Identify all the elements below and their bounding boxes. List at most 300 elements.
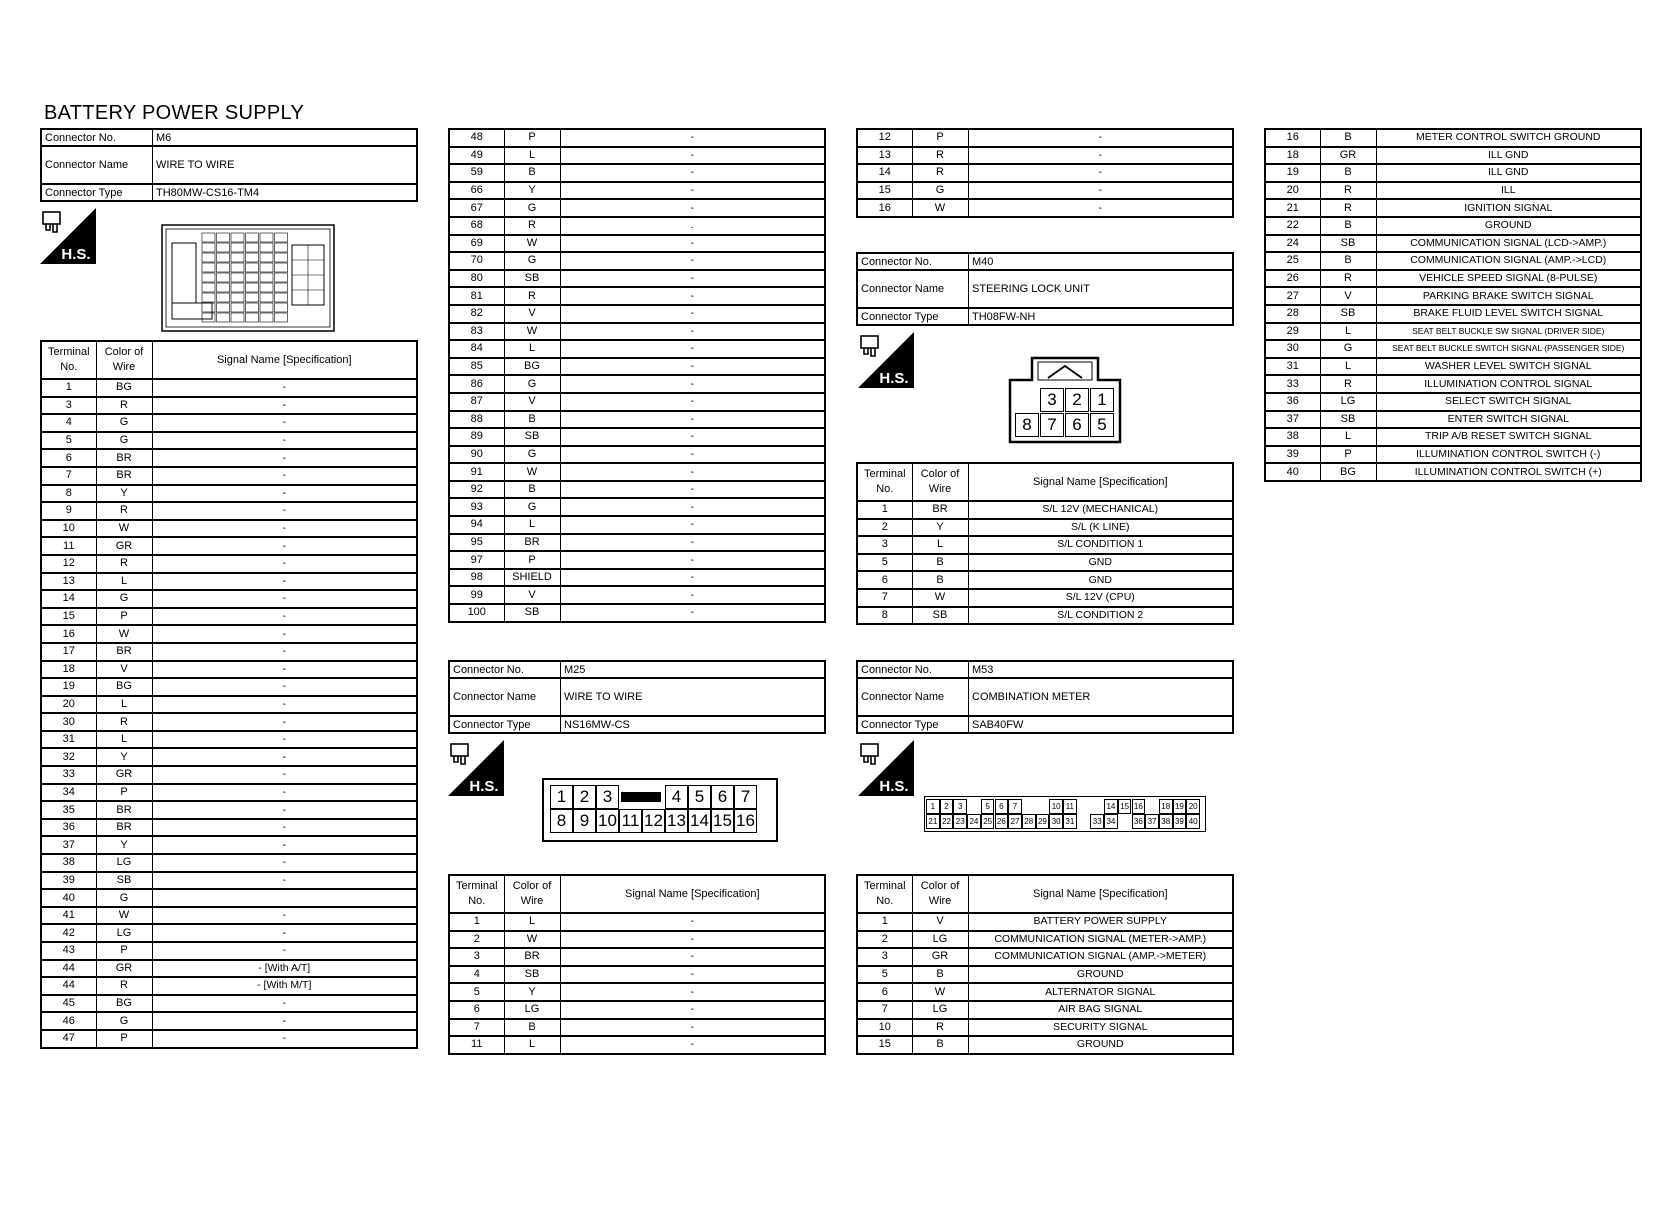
pin-cell: 1 xyxy=(1090,388,1114,412)
table-row xyxy=(449,340,825,358)
pin-cell: 33 xyxy=(1090,814,1104,829)
color-cell: G xyxy=(504,446,560,464)
signal-cell: - xyxy=(152,801,417,819)
signal-cell: AIR BAG SIGNAL xyxy=(968,1001,1233,1019)
table-row xyxy=(41,590,417,608)
signal-cell: - xyxy=(152,625,417,643)
color-cell: B xyxy=(504,481,560,499)
pin-cell xyxy=(217,263,230,272)
signal-cell: - xyxy=(152,643,417,661)
pin-cell: 20 xyxy=(1186,799,1200,814)
pin-cell: 16 xyxy=(734,809,757,833)
signal-cell: GROUND xyxy=(1376,217,1641,235)
color-cell: R xyxy=(96,397,152,415)
table-row xyxy=(449,1036,825,1054)
signal-cell: ALTERNATOR SIGNAL xyxy=(968,983,1233,1001)
pin-cell: 3 xyxy=(596,785,619,809)
pin-cell xyxy=(202,243,215,252)
terminal-cell: 17 xyxy=(41,643,96,661)
color-cell: SB xyxy=(1320,411,1376,429)
connector-no-value: M53 xyxy=(969,661,1234,678)
signal-cell: - xyxy=(560,199,825,217)
color-cell: B xyxy=(504,411,560,429)
terminal-cell: 9 xyxy=(41,502,96,520)
harness-side-icon xyxy=(40,208,96,264)
m40-info xyxy=(856,252,1234,326)
color-cell: LG xyxy=(96,924,152,942)
pin-cell xyxy=(217,253,230,262)
color-cell: L xyxy=(912,536,968,554)
pin-cell: 3 xyxy=(953,799,967,814)
pin-cell xyxy=(275,293,288,302)
terminal-cell: 95 xyxy=(449,534,504,552)
terminal-cell: 39 xyxy=(1265,446,1320,464)
color-cell: LG xyxy=(96,854,152,872)
color-cell: BG xyxy=(96,995,152,1013)
terminal-cell: 30 xyxy=(41,713,96,731)
table-row xyxy=(1265,182,1641,200)
color-header: Color of Wire xyxy=(96,341,152,379)
pin-cell xyxy=(275,263,288,272)
signal-cell: S/L (K LINE) xyxy=(968,519,1233,537)
signal-cell: - xyxy=(560,393,825,411)
table-row xyxy=(41,625,417,643)
terminal-cell: 31 xyxy=(41,731,96,749)
color-cell: B xyxy=(1320,129,1376,147)
pin-cell xyxy=(260,313,273,322)
table-row xyxy=(449,446,825,464)
table-row xyxy=(857,129,1233,147)
table-row xyxy=(449,323,825,341)
terminal-cell: 16 xyxy=(41,625,96,643)
terminal-cell: 38 xyxy=(1265,428,1320,446)
table-row xyxy=(857,948,1233,966)
connector-name-label: Connector Name xyxy=(41,146,153,184)
m25-terminal-table-continued xyxy=(856,128,1234,218)
terminal-header: Terminal No. xyxy=(449,875,504,913)
color-cell: W xyxy=(912,589,968,607)
color-cell: BR xyxy=(96,643,152,661)
table-row xyxy=(41,854,417,872)
m53-connector-face xyxy=(924,796,1206,832)
color-cell: G xyxy=(96,432,152,450)
terminal-cell: 15 xyxy=(857,1036,912,1054)
signal-cell: - xyxy=(152,784,417,802)
table-row xyxy=(41,555,417,573)
color-cell: V xyxy=(504,305,560,323)
pin-cell xyxy=(246,303,259,312)
terminal-cell: 70 xyxy=(449,252,504,270)
pin-cell: 12 xyxy=(642,809,665,833)
pin-cell: 6 xyxy=(711,785,734,809)
pin-cell xyxy=(217,273,230,282)
signal-cell: - xyxy=(152,414,417,432)
table-row xyxy=(449,129,825,147)
terminal-cell: 7 xyxy=(41,467,96,485)
pin-cell xyxy=(275,253,288,262)
pin-cell xyxy=(1036,799,1050,814)
terminal-cell: 100 xyxy=(449,604,504,622)
pin-cell xyxy=(1145,799,1159,814)
color-cell: SB xyxy=(912,607,968,625)
table-row xyxy=(449,305,825,323)
color-cell: V xyxy=(504,393,560,411)
pin-cell xyxy=(202,253,215,262)
table-row xyxy=(857,501,1233,519)
pin-cell: 3 xyxy=(1040,388,1064,412)
table-row xyxy=(41,942,417,960)
signal-cell: COMMUNICATION SIGNAL (LCD->AMP.) xyxy=(1376,235,1641,253)
table-row xyxy=(41,977,417,995)
connector-no-value: M25 xyxy=(561,661,826,678)
pin-cell: 15 xyxy=(1118,799,1132,814)
color-cell: L xyxy=(504,147,560,165)
table-row xyxy=(1265,147,1641,165)
color-cell: L xyxy=(1320,323,1376,341)
signal-cell: - xyxy=(560,287,825,305)
terminal-cell: 8 xyxy=(857,607,912,625)
terminal-cell: 33 xyxy=(41,766,96,784)
terminal-cell: 12 xyxy=(857,129,912,147)
terminal-cell: 3 xyxy=(449,948,504,966)
color-cell: L xyxy=(504,1036,560,1054)
pin-cell xyxy=(1077,799,1091,814)
color-cell: G xyxy=(96,889,152,907)
table-row xyxy=(857,1001,1233,1019)
pin-cell xyxy=(231,293,244,302)
signal-cell: S/L 12V (MECHANICAL) xyxy=(968,501,1233,519)
terminal-cell: 13 xyxy=(857,147,912,165)
signal-cell: - xyxy=(152,907,417,925)
terminal-cell: 3 xyxy=(857,536,912,554)
table-row xyxy=(41,449,417,467)
terminal-cell: 1 xyxy=(857,913,912,931)
pin-cell xyxy=(231,313,244,322)
pin-cell: 21 xyxy=(926,814,940,829)
pin-cell xyxy=(1118,814,1132,829)
signal-cell: GND xyxy=(968,571,1233,589)
pin-cell: 18 xyxy=(1159,799,1173,814)
terminal-cell: 81 xyxy=(449,287,504,305)
color-cell: R xyxy=(96,502,152,520)
color-cell: SB xyxy=(1320,305,1376,323)
table-row xyxy=(41,485,417,503)
hs-label: H.S. xyxy=(879,370,909,387)
color-cell: GR xyxy=(1320,147,1376,165)
connector-type-label: Connector Type xyxy=(41,184,153,201)
table-row xyxy=(449,147,825,165)
pin-cell xyxy=(231,253,244,262)
connector-no-label: Connector No. xyxy=(857,661,969,678)
signal-cell: - xyxy=(152,590,417,608)
table-row xyxy=(449,252,825,270)
table-row xyxy=(41,784,417,802)
pin-cell xyxy=(217,283,230,292)
signal-cell: - xyxy=(560,966,825,984)
pin-cell xyxy=(202,283,215,292)
color-cell: G xyxy=(504,199,560,217)
table-row xyxy=(41,502,417,520)
pin-cell: 14 xyxy=(1104,799,1118,814)
table-row xyxy=(857,182,1233,200)
pin-cell xyxy=(260,303,273,312)
m25-connector-face xyxy=(542,778,778,842)
pin-cell xyxy=(246,253,259,262)
color-header: Color of Wire xyxy=(912,875,968,913)
terminal-cell: 15 xyxy=(41,608,96,626)
signal-cell: GND xyxy=(968,554,1233,572)
pin-cell: 36 xyxy=(1132,814,1146,829)
signal-cell: - xyxy=(152,502,417,520)
pin-cell xyxy=(260,263,273,272)
pin-cell: 19 xyxy=(1173,799,1187,814)
terminal-cell: 88 xyxy=(449,411,504,429)
signal-cell: - xyxy=(152,696,417,714)
color-cell: R xyxy=(96,713,152,731)
signal-cell: - xyxy=(560,270,825,288)
signal-cell: - xyxy=(560,569,825,587)
terminal-cell: 40 xyxy=(1265,463,1320,481)
color-cell: R xyxy=(1320,199,1376,217)
hs-label: H.S. xyxy=(469,778,499,795)
signal-cell: - xyxy=(560,147,825,165)
color-cell: BG xyxy=(1320,463,1376,481)
table-row xyxy=(857,536,1233,554)
pin-cell xyxy=(246,283,259,292)
pin-cell: 39 xyxy=(1173,814,1187,829)
color-cell: P xyxy=(1320,446,1376,464)
pin-cell xyxy=(246,293,259,302)
pin-cell xyxy=(1022,799,1036,814)
hs-label: H.S. xyxy=(61,246,91,263)
table-row xyxy=(449,913,825,931)
signal-header: Signal Name [Specification] xyxy=(968,875,1233,913)
color-cell: SB xyxy=(504,966,560,984)
signal-header: Signal Name [Specification] xyxy=(152,341,417,379)
table-row xyxy=(41,889,417,907)
terminal-cell: 20 xyxy=(1265,182,1320,200)
table-row xyxy=(449,164,825,182)
signal-cell: ILL xyxy=(1376,182,1641,200)
table-row xyxy=(449,358,825,376)
pin-cell: 24 xyxy=(967,814,981,829)
m6-terminal-table-continued xyxy=(448,128,826,623)
signal-cell: - xyxy=(152,449,417,467)
table-row xyxy=(41,643,417,661)
connector-type-value: NS16MW-CS xyxy=(561,716,826,733)
signal-cell xyxy=(152,889,417,907)
terminal-cell: 94 xyxy=(449,516,504,534)
color-cell: BR xyxy=(504,534,560,552)
color-cell: W xyxy=(912,199,968,217)
table-row xyxy=(449,931,825,949)
table-row xyxy=(41,924,417,942)
terminal-cell: 32 xyxy=(41,748,96,766)
pin-cell: 5 xyxy=(1090,413,1114,437)
table-row xyxy=(41,397,417,415)
table-row xyxy=(41,661,417,679)
color-cell: Y xyxy=(504,983,560,1001)
color-cell: GR xyxy=(96,537,152,555)
table-row xyxy=(41,608,417,626)
terminal-cell: 44 xyxy=(41,977,96,995)
pin-cell xyxy=(202,263,215,272)
terminal-cell: 34 xyxy=(41,784,96,802)
signal-cell: - xyxy=(560,1019,825,1037)
color-cell: GR xyxy=(912,948,968,966)
pin-cell xyxy=(217,243,230,252)
table-row xyxy=(1265,411,1641,429)
color-cell: G xyxy=(912,182,968,200)
signal-cell: WASHER LEVEL SWITCH SIGNAL xyxy=(1376,358,1641,376)
signal-cell: S/L CONDITION 2 xyxy=(968,607,1233,625)
table-row xyxy=(449,604,825,622)
color-cell: B xyxy=(1320,217,1376,235)
table-row xyxy=(449,375,825,393)
color-cell: LG xyxy=(1320,393,1376,411)
signal-cell: - xyxy=(560,129,825,147)
pin-cell xyxy=(1077,814,1091,829)
terminal-cell: 69 xyxy=(449,235,504,253)
signal-cell: - xyxy=(152,467,417,485)
connector-name-label: Connector Name xyxy=(857,678,969,716)
table-row xyxy=(1265,323,1641,341)
signal-cell: - xyxy=(560,1036,825,1054)
table-row xyxy=(1265,340,1641,358)
terminal-cell: 80 xyxy=(449,270,504,288)
pin-cell xyxy=(217,233,230,242)
pin-cell: 10 xyxy=(1049,799,1063,814)
pin-cell xyxy=(202,313,215,322)
color-cell: R xyxy=(912,147,968,165)
color-cell: G xyxy=(96,590,152,608)
signal-header: Signal Name [Specification] xyxy=(968,463,1233,501)
color-cell: BR xyxy=(912,501,968,519)
terminal-cell: 6 xyxy=(857,571,912,589)
color-cell: G xyxy=(96,1012,152,1030)
signal-cell: - xyxy=(152,731,417,749)
signal-cell: - xyxy=(152,678,417,696)
terminal-cell: 85 xyxy=(449,358,504,376)
table-row xyxy=(449,534,825,552)
terminal-cell: 13 xyxy=(41,573,96,591)
table-row xyxy=(1265,375,1641,393)
terminal-cell: 66 xyxy=(449,182,504,200)
pin-cell xyxy=(275,243,288,252)
table-row xyxy=(41,801,417,819)
pin-cell: 7 xyxy=(734,785,757,809)
signal-cell: - xyxy=(968,164,1233,182)
table-row xyxy=(41,1012,417,1030)
signal-cell: - xyxy=(560,182,825,200)
color-cell: R xyxy=(1320,375,1376,393)
color-header: Color of Wire xyxy=(912,463,968,501)
pin-cell: 8 xyxy=(1015,413,1039,437)
signal-cell: - xyxy=(152,872,417,890)
table-row xyxy=(449,393,825,411)
terminal-cell: 10 xyxy=(41,520,96,538)
pin-cell xyxy=(246,233,259,242)
table-row xyxy=(449,428,825,446)
color-cell: R xyxy=(96,555,152,573)
signal-cell: METER CONTROL SWITCH GROUND xyxy=(1376,129,1641,147)
table-row xyxy=(1265,305,1641,323)
terminal-cell: 5 xyxy=(449,983,504,1001)
pin-cell: 23 xyxy=(953,814,967,829)
signal-cell: - xyxy=(152,485,417,503)
pin-cell: 7 xyxy=(1008,799,1022,814)
color-cell: V xyxy=(96,661,152,679)
terminal-cell: 6 xyxy=(857,983,912,1001)
terminal-cell: 6 xyxy=(449,1001,504,1019)
pin-cell xyxy=(260,243,273,252)
color-cell: LG xyxy=(504,1001,560,1019)
signal-cell: ILL GND xyxy=(1376,164,1641,182)
table-row xyxy=(449,586,825,604)
table-row xyxy=(41,678,417,696)
signal-cell: IGNITION SIGNAL xyxy=(1376,199,1641,217)
table-row xyxy=(449,948,825,966)
table-row xyxy=(857,983,1233,1001)
color-cell: W xyxy=(504,323,560,341)
terminal-cell: 12 xyxy=(41,555,96,573)
pin-cell xyxy=(967,799,981,814)
color-cell: R xyxy=(96,977,152,995)
m6-connector-face xyxy=(160,223,336,333)
terminal-cell: 36 xyxy=(41,819,96,837)
signal-cell: - xyxy=(560,164,825,182)
color-cell: W xyxy=(912,983,968,1001)
terminal-cell: 24 xyxy=(1265,235,1320,253)
terminal-cell: 25 xyxy=(1265,252,1320,270)
terminal-cell: 7 xyxy=(857,1001,912,1019)
terminal-cell: 19 xyxy=(41,678,96,696)
signal-cell: SEAT BELT BUCKLE SWITCH SIGNAL (PASSENGER SIDE) xyxy=(1376,340,1641,358)
color-cell: SB xyxy=(504,428,560,446)
table-row xyxy=(449,481,825,499)
signal-cell: ILLUMINATION CONTROL SWITCH (+) xyxy=(1376,463,1641,481)
connector-no-value: M6 xyxy=(153,129,418,146)
color-cell: V xyxy=(912,913,968,931)
pin-cell: 2 xyxy=(940,799,954,814)
table-row xyxy=(41,537,417,555)
signal-cell: - xyxy=(560,323,825,341)
pin-cell: 5 xyxy=(981,799,995,814)
connector-name-label: Connector Name xyxy=(857,270,969,308)
hs-label: H.S. xyxy=(879,778,909,795)
signal-cell: - xyxy=(560,604,825,622)
signal-cell: - xyxy=(152,537,417,555)
terminal-cell: 1 xyxy=(449,913,504,931)
terminal-cell: 26 xyxy=(1265,270,1320,288)
signal-cell: - xyxy=(152,432,417,450)
table-row xyxy=(41,995,417,1013)
terminal-cell: 2 xyxy=(857,931,912,949)
signal-cell: BRAKE FLUID LEVEL SWITCH SIGNAL xyxy=(1376,305,1641,323)
table-row xyxy=(41,748,417,766)
color-cell: Y xyxy=(96,836,152,854)
terminal-cell: 98 xyxy=(449,569,504,587)
connector-name-value: COMBINATION METER xyxy=(969,678,1234,716)
terminal-cell: 7 xyxy=(449,1019,504,1037)
terminal-cell: 43 xyxy=(41,942,96,960)
terminal-cell: 3 xyxy=(857,948,912,966)
terminal-cell: 7 xyxy=(857,589,912,607)
table-row xyxy=(449,1001,825,1019)
table-row xyxy=(449,551,825,569)
signal-cell: - xyxy=(152,1012,417,1030)
table-row xyxy=(1265,164,1641,182)
